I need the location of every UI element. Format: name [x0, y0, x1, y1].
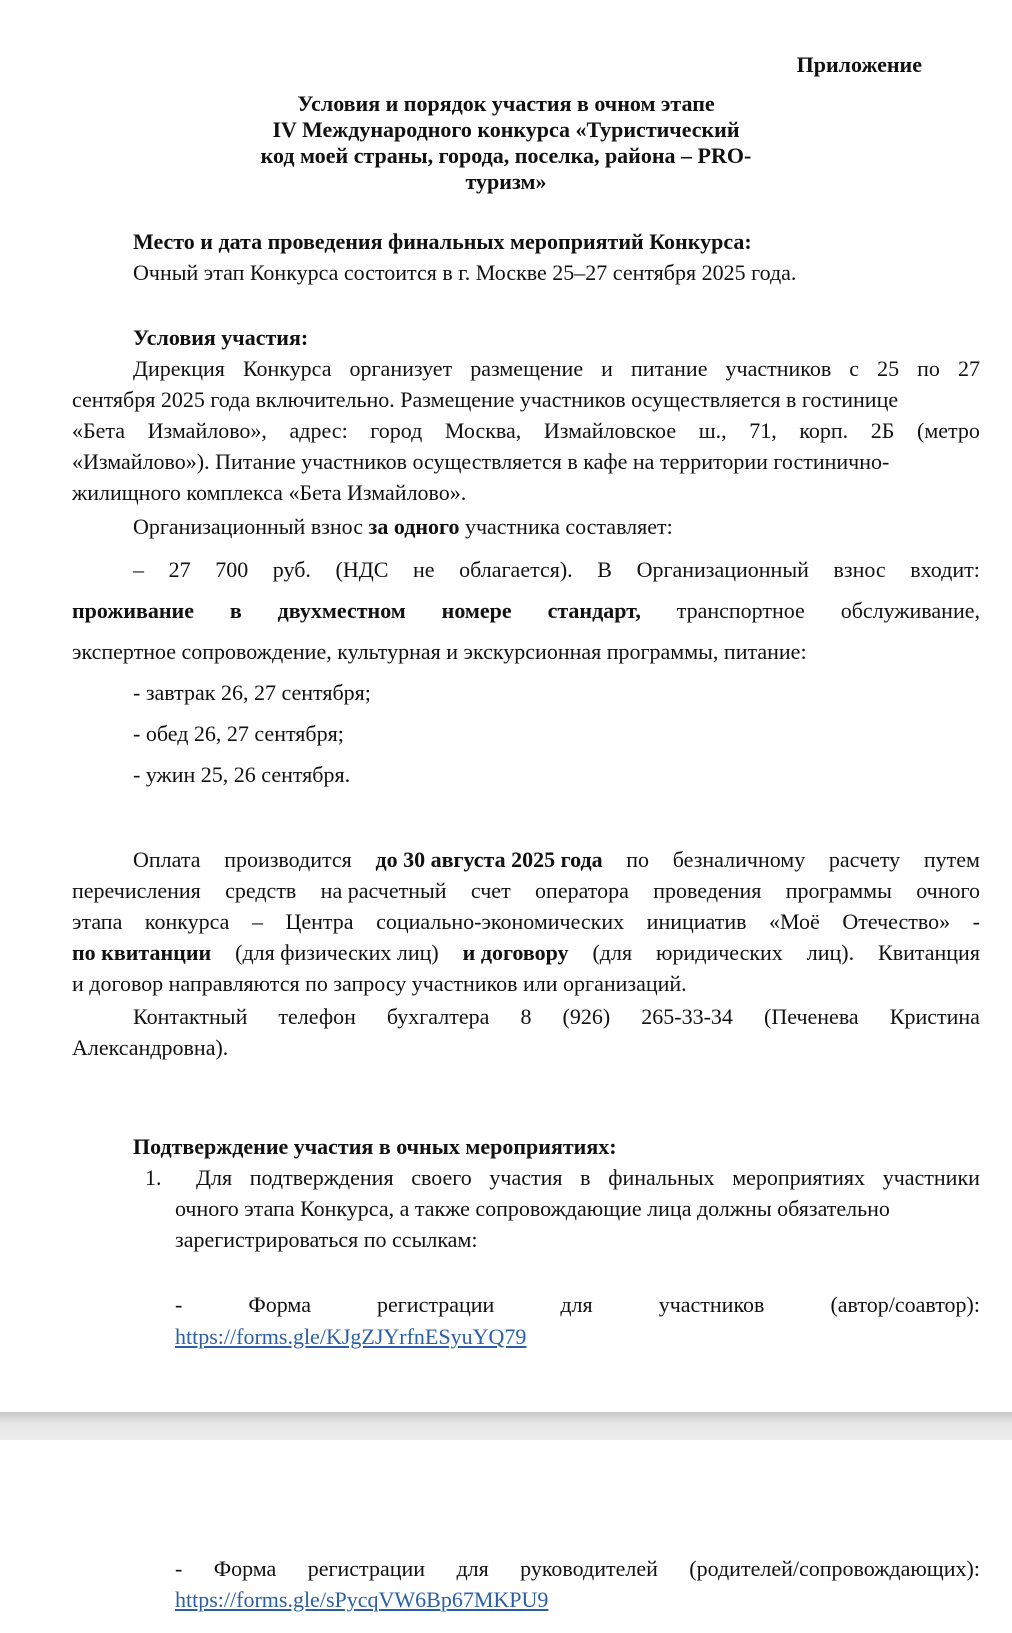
word: облагается).	[459, 557, 573, 582]
form-leaders-link[interactable]: https://forms.gle/sPycqVW6Bp67MKPU9	[175, 1587, 549, 1612]
phone-line-2: Александровна).	[72, 1035, 229, 1060]
word: в	[229, 598, 242, 623]
confirmation-number: 1.	[145, 1165, 162, 1190]
word: счет	[470, 878, 511, 903]
word: производится	[224, 847, 352, 872]
conditions-p1-line5: жилищного комплекса «Бета Измайлово».	[72, 480, 467, 505]
word: (автор/соавтор):	[830, 1292, 980, 1317]
meal-breakfast: - завтрак 26, 27 сентября;	[133, 680, 371, 705]
word: программы	[785, 878, 892, 903]
word: транспортное	[676, 598, 805, 623]
word: ,	[635, 598, 641, 623]
word: руководителей	[520, 1556, 658, 1581]
word: по	[626, 847, 650, 872]
word: финальных	[608, 1165, 715, 1190]
word: стандарт,	[547, 598, 641, 623]
word: Контактный	[133, 1004, 248, 1029]
word: 71,	[749, 418, 777, 443]
word: Организационный	[636, 557, 809, 582]
word: -	[175, 1292, 183, 1317]
conditions-p1-line1	[133, 354, 980, 384]
word: -	[972, 909, 980, 934]
word: 27	[168, 557, 191, 582]
word: «Бета	[72, 418, 126, 443]
price-line-3: экспертное сопровождение, культурная и экскурсионная программы, питание:	[72, 639, 807, 664]
word: входит:	[910, 557, 980, 582]
word: Квитанция	[878, 940, 980, 965]
word: обслуживание,	[840, 598, 980, 623]
word: (Печенева	[764, 1004, 859, 1029]
word: (для физических лиц)	[235, 940, 439, 965]
phone-line-1	[133, 1002, 980, 1032]
word: В	[597, 557, 612, 582]
word: 700	[215, 557, 249, 582]
conditions-heading: Условия участия:	[133, 325, 309, 350]
conditions-p1-line4: «Измайлово»). Питание участников осуществляется в кафе на территории гостинично-	[72, 449, 890, 474]
payment-line-5: и договор направляются по запросу участников или организаций.	[72, 971, 687, 996]
confirmation-line-1	[196, 1163, 980, 1193]
word: –	[133, 557, 144, 582]
word: Форма	[248, 1292, 311, 1317]
word: –	[251, 909, 263, 934]
venue-text: Очный этап Конкурса состоится в г. Москве 25–27 сентября 2025 года.	[133, 260, 797, 285]
word: Отечество»	[842, 909, 951, 934]
word: размещение	[470, 356, 584, 381]
word: до 30 августа 2025 года	[375, 847, 603, 872]
word: средств	[225, 878, 297, 903]
word: (метро	[917, 418, 980, 443]
word: Для	[196, 1165, 233, 1190]
word: по	[917, 356, 940, 381]
word: в	[580, 1165, 591, 1190]
word: и договору	[462, 940, 569, 965]
conditions-p1-line2: сентября 2025 года включительно. Размещение участников осуществляется в гостинице	[72, 387, 899, 412]
word: регистрации	[307, 1556, 426, 1581]
word: инициатив	[646, 909, 747, 934]
word: путем	[923, 847, 980, 872]
meal-dinner: - ужин 25, 26 сентября.	[133, 762, 351, 787]
word: 8	[520, 1004, 532, 1029]
word: конкурса	[144, 909, 230, 934]
title-line-4: туризм»	[465, 169, 547, 194]
word: (926)	[562, 1004, 611, 1029]
word: корп.	[799, 418, 849, 443]
confirmation-line-2: очного этапа Конкурса, а также сопровождающие лица должны обязательно	[175, 1196, 890, 1221]
venue-heading: Место и дата проведения финальных мероприятий Конкурса:	[133, 229, 752, 254]
form-leaders-link-row	[175, 1585, 548, 1615]
word: мероприятиях	[732, 1165, 866, 1190]
word: перечисления	[72, 878, 201, 903]
word: (НДС	[335, 557, 389, 582]
word: участников	[725, 356, 832, 381]
word: двухместном	[277, 598, 406, 623]
word: Оплата	[133, 847, 201, 872]
word: питание	[630, 356, 708, 381]
word: Конкурса	[242, 356, 332, 381]
title-line-1: Условия и порядок участия в очном этапе	[297, 91, 715, 116]
appendix-label: Приложение	[796, 52, 922, 77]
word: Кристина	[889, 1004, 980, 1029]
word: организует	[349, 356, 453, 381]
word: 27	[957, 356, 980, 381]
word: и	[601, 356, 613, 381]
form-participants-link-row	[175, 1322, 526, 1352]
word: юридических	[656, 940, 783, 965]
word: участия	[489, 1165, 563, 1190]
word: номере	[441, 598, 512, 623]
word: 265-33-34	[641, 1004, 733, 1029]
word: не	[413, 557, 435, 582]
fee-line: Организационный взнос за одного участника составляет:	[133, 514, 673, 539]
price-line-1	[133, 555, 980, 585]
word: расчету	[828, 847, 901, 872]
word: оператора	[535, 878, 629, 903]
word: участников	[658, 1292, 765, 1317]
word: с	[849, 356, 860, 381]
word: Центра	[285, 909, 354, 934]
document-page-2	[0, 1440, 1012, 1633]
word: адрес:	[289, 418, 348, 443]
word: очного	[916, 878, 980, 903]
conditions-p1-line3	[72, 416, 980, 446]
title-line-2: IV Международного конкурса «Туристический	[272, 117, 740, 142]
word: для	[560, 1292, 593, 1317]
page-separator	[0, 1412, 1012, 1440]
payment-line-3	[72, 907, 980, 937]
word: руб.	[272, 557, 311, 582]
word: этапа	[72, 909, 123, 934]
word: взнос	[833, 557, 886, 582]
word: 2Б	[870, 418, 895, 443]
form-leaders-label	[175, 1554, 980, 1584]
word: 25	[877, 356, 900, 381]
word: проведения	[653, 878, 762, 903]
meal-lunch: - обед 26, 27 сентября;	[133, 721, 344, 746]
word: для	[456, 1556, 489, 1581]
word: Москва,	[444, 418, 522, 443]
word: ш.,	[698, 418, 727, 443]
word: регистрации	[377, 1292, 495, 1317]
word: телефон	[278, 1004, 356, 1029]
payment-line-2	[72, 876, 980, 906]
title-line-3: код моей страны, города, поселка, района – PRO-	[260, 143, 752, 168]
payment-line-1	[133, 845, 980, 875]
word: (родителей/сопровождающих):	[689, 1556, 980, 1581]
word: -	[175, 1556, 183, 1581]
word: своего	[411, 1165, 472, 1190]
payment-line-4	[72, 938, 980, 968]
word: по квитанции	[72, 940, 212, 965]
word: безналичному	[672, 847, 806, 872]
confirmation-line-3: зарегистрироваться по ссылкам:	[175, 1227, 478, 1252]
word: «Моё	[769, 909, 820, 934]
price-line-2	[72, 596, 980, 626]
word: Дирекция	[133, 356, 225, 381]
word: на расчетный	[320, 878, 447, 903]
confirmation-heading: Подтверждение участия в очных мероприятиях:	[133, 1134, 617, 1159]
word: Измайловское	[543, 418, 677, 443]
word: Форма	[213, 1556, 277, 1581]
word: участники	[882, 1165, 980, 1190]
word: лиц).	[806, 940, 855, 965]
form-participants-label	[175, 1290, 980, 1320]
word: Измайлово»,	[147, 418, 267, 443]
word: подтверждения	[249, 1165, 394, 1190]
word: бухгалтера	[386, 1004, 490, 1029]
word: проживание	[72, 598, 194, 623]
word: социально-экономических	[376, 909, 625, 934]
form-participants-link[interactable]: https://forms.gle/KJgZJYrfnESyuYQ79	[175, 1324, 527, 1349]
word: (для	[592, 940, 633, 965]
word: город	[370, 418, 423, 443]
